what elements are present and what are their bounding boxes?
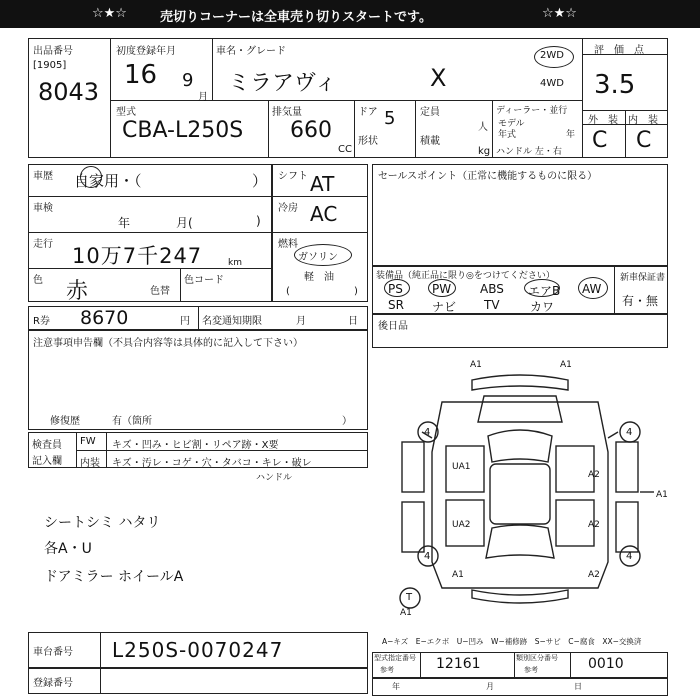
- diagram-legend: A−キズ E−エクボ U−凹み W−補修跡 S−サビ C−腐食 XX−交換済: [382, 637, 642, 646]
- mark-3: 4: [424, 427, 431, 438]
- color-label: 色: [33, 275, 43, 286]
- type-label2b: 参考: [524, 666, 538, 674]
- history-value: 自家用・（: [74, 172, 142, 190]
- recycle-value: 8670: [80, 307, 129, 329]
- banner-stars-left: ☆★☆: [92, 6, 127, 21]
- hand-note-1: シートシミ ハタリ: [44, 515, 161, 531]
- equipment-label: 装備品（純正品に限り◎をつけてください）: [376, 271, 555, 281]
- sales-point-label: セールスポイント（正常に機能するものに限る）: [378, 171, 598, 182]
- capacity-unit: 人: [478, 122, 488, 133]
- mark-15: A1: [400, 608, 412, 618]
- dealer-model: モデル: [498, 119, 525, 129]
- equip-ps: PS: [388, 282, 403, 296]
- fuel-diesel: 軽 油: [304, 272, 334, 283]
- fuel-paren-close: ): [354, 286, 358, 297]
- type-label1b: 参考: [380, 666, 394, 674]
- displacement-unit: CC: [338, 144, 352, 155]
- banner-text: 売切りコーナーは全車売り切りスタートです。: [160, 10, 432, 25]
- model-value: CBA-L250S: [122, 118, 244, 143]
- shift-value: AT: [310, 172, 335, 196]
- rear-items-box: [372, 314, 668, 348]
- equip-sr: SR: [388, 298, 404, 312]
- banner-stars-right: ☆★☆: [542, 6, 577, 21]
- repair-label: 修復歴: [50, 416, 80, 427]
- displacement-label: 排気量: [272, 107, 302, 118]
- color-repaint: 色替: [150, 286, 170, 297]
- score-label: 評 価 点: [594, 45, 644, 56]
- exterior-value: C: [592, 128, 608, 153]
- color-value: 赤: [66, 279, 89, 304]
- dealer-year-unit: 年: [566, 130, 576, 140]
- aircon-value: AC: [310, 202, 338, 226]
- mark-6: A2: [588, 470, 600, 480]
- reg-number-label: 登録番号: [33, 678, 73, 689]
- type-label1: 型式指定番号: [374, 654, 416, 662]
- equip-tv: TV: [484, 298, 500, 312]
- header-banner: [0, 0, 700, 28]
- first-reg-label: 初度登録年月: [116, 46, 176, 57]
- equip-airbag: エアB: [528, 284, 561, 298]
- aircon-label: 冷房: [278, 203, 298, 214]
- dealer-year: 年式: [498, 130, 517, 140]
- doors-value: 5: [384, 108, 396, 129]
- notice-day: 日: [348, 316, 358, 327]
- bottom-row: [372, 678, 668, 696]
- car-grade: X: [430, 64, 447, 92]
- inspector-label1: 検査員: [32, 440, 62, 451]
- inspector-annot: ハンドル: [256, 473, 293, 483]
- recycle-label: R券: [33, 316, 50, 327]
- inspection-close: ): [256, 214, 261, 228]
- mark-7: A1: [656, 490, 668, 500]
- new-warranty-label: 新車保証書: [620, 273, 666, 283]
- capacity-label: 定員: [420, 107, 440, 118]
- doors-label: ドア: [358, 107, 378, 118]
- load-unit: kg: [478, 146, 491, 157]
- shift-label: シフト: [278, 171, 308, 182]
- bottom-day: 日: [574, 682, 582, 691]
- car-name-value: ミラアヴィ: [228, 71, 337, 96]
- equip-leather: カワ: [530, 300, 555, 314]
- notice-label: 名変通知期限: [202, 316, 262, 327]
- mark-10: 4: [424, 551, 431, 562]
- equip-navi: ナビ: [432, 300, 457, 314]
- mileage-unit: km: [228, 258, 242, 268]
- hand-note-3: ドアミラー ホイールA: [44, 569, 184, 585]
- hand-note-2: 各A・U: [44, 541, 92, 557]
- ext-int-label: 外 装 内 装: [588, 115, 658, 126]
- reg-number-box: [28, 668, 368, 694]
- inspector-row2-tag: 内装: [80, 458, 100, 469]
- mark-11: 4: [626, 551, 633, 562]
- fuel-gas: ガソリン: [298, 252, 338, 263]
- mark-12: A1: [452, 570, 464, 580]
- damage-diagram: [372, 352, 668, 624]
- displacement-value: 660: [290, 118, 332, 143]
- rear-items-label: 後日品: [378, 321, 408, 332]
- mark-13: A2: [588, 570, 600, 580]
- inspector-row2: キズ・汚レ・コゲ・穴・タバコ・キレ・破レ: [112, 458, 312, 469]
- inspector-row1-tag: FW: [80, 436, 96, 447]
- lot-number: 8043: [38, 78, 100, 106]
- equip-aw: AW: [582, 282, 602, 296]
- history-close: ）: [252, 172, 268, 190]
- drive-2wd: 2WD: [540, 50, 564, 61]
- equip-pw: PW: [432, 282, 452, 296]
- type-value1: 12161: [436, 656, 481, 672]
- mark-2: A1: [560, 360, 572, 370]
- mark-9: A2: [588, 520, 600, 530]
- mark-4: 4: [626, 427, 633, 438]
- lot-label: 出品番号: [33, 46, 73, 57]
- equip-aw-circle: [578, 277, 608, 299]
- interior-value: C: [636, 128, 652, 153]
- score-value: 3.5: [594, 70, 636, 100]
- dealer-handle: ハンドル 左・右: [496, 147, 562, 157]
- mileage-label: 走行: [33, 239, 53, 250]
- inspector-label2: 記入欄: [32, 456, 62, 467]
- mileage-value: 10万7千247: [72, 244, 203, 268]
- lot-sub: [1905]: [33, 60, 67, 71]
- repair-value: 有（箇所: [112, 416, 152, 427]
- first-reg-year: 16: [124, 60, 158, 90]
- fuel-label: 燃料: [278, 239, 298, 250]
- equip-pw-circle: [428, 279, 456, 297]
- new-warranty-value: 有・無: [622, 294, 659, 308]
- car-name-label: 車名・グレード: [216, 46, 286, 57]
- mark-5: UA1: [452, 462, 471, 472]
- notice-month: 月: [296, 316, 306, 327]
- equip-abs: ABS: [480, 282, 504, 296]
- type-label2: 類別区分番号: [516, 654, 558, 662]
- load-label: 積載: [420, 136, 440, 147]
- repair-close: ）: [342, 416, 352, 427]
- color-code-label: 色コード: [184, 275, 224, 286]
- chassis-label: 車台番号: [33, 647, 73, 658]
- inspector-row1: キズ・凹み・ヒビ割・リペア跡・X要: [112, 440, 279, 451]
- chassis-value: L250S-0070247: [112, 638, 284, 662]
- fuel-paren-open: (: [286, 286, 290, 297]
- mark-8: UA2: [452, 520, 471, 530]
- shape-label: 形状: [358, 136, 378, 147]
- bottom-year: 年: [392, 682, 400, 691]
- dealer-label: ディーラー・並行: [496, 106, 568, 116]
- equip-airbag-circle: [524, 279, 560, 297]
- notes-label: 注意事項申告欄（不具合内容等は具体的に記入して下さい）: [33, 338, 303, 349]
- recycle-unit: 円: [180, 316, 190, 327]
- type-value2: 0010: [588, 656, 624, 672]
- equip-ps-circle: [384, 279, 410, 297]
- inspection-month: 月(: [176, 216, 193, 230]
- mark-1: A1: [470, 360, 482, 370]
- first-reg-month: 9: [182, 70, 194, 91]
- inspection-label: 車検: [33, 203, 53, 214]
- history-label: 車歴: [33, 171, 53, 182]
- mark-14: T: [406, 592, 413, 603]
- bottom-month: 月: [486, 682, 494, 691]
- drive-4wd: 4WD: [540, 78, 564, 89]
- inspection-year: 年: [118, 216, 131, 230]
- first-reg-month-unit: 月: [198, 92, 208, 103]
- model-label: 型式: [116, 107, 136, 118]
